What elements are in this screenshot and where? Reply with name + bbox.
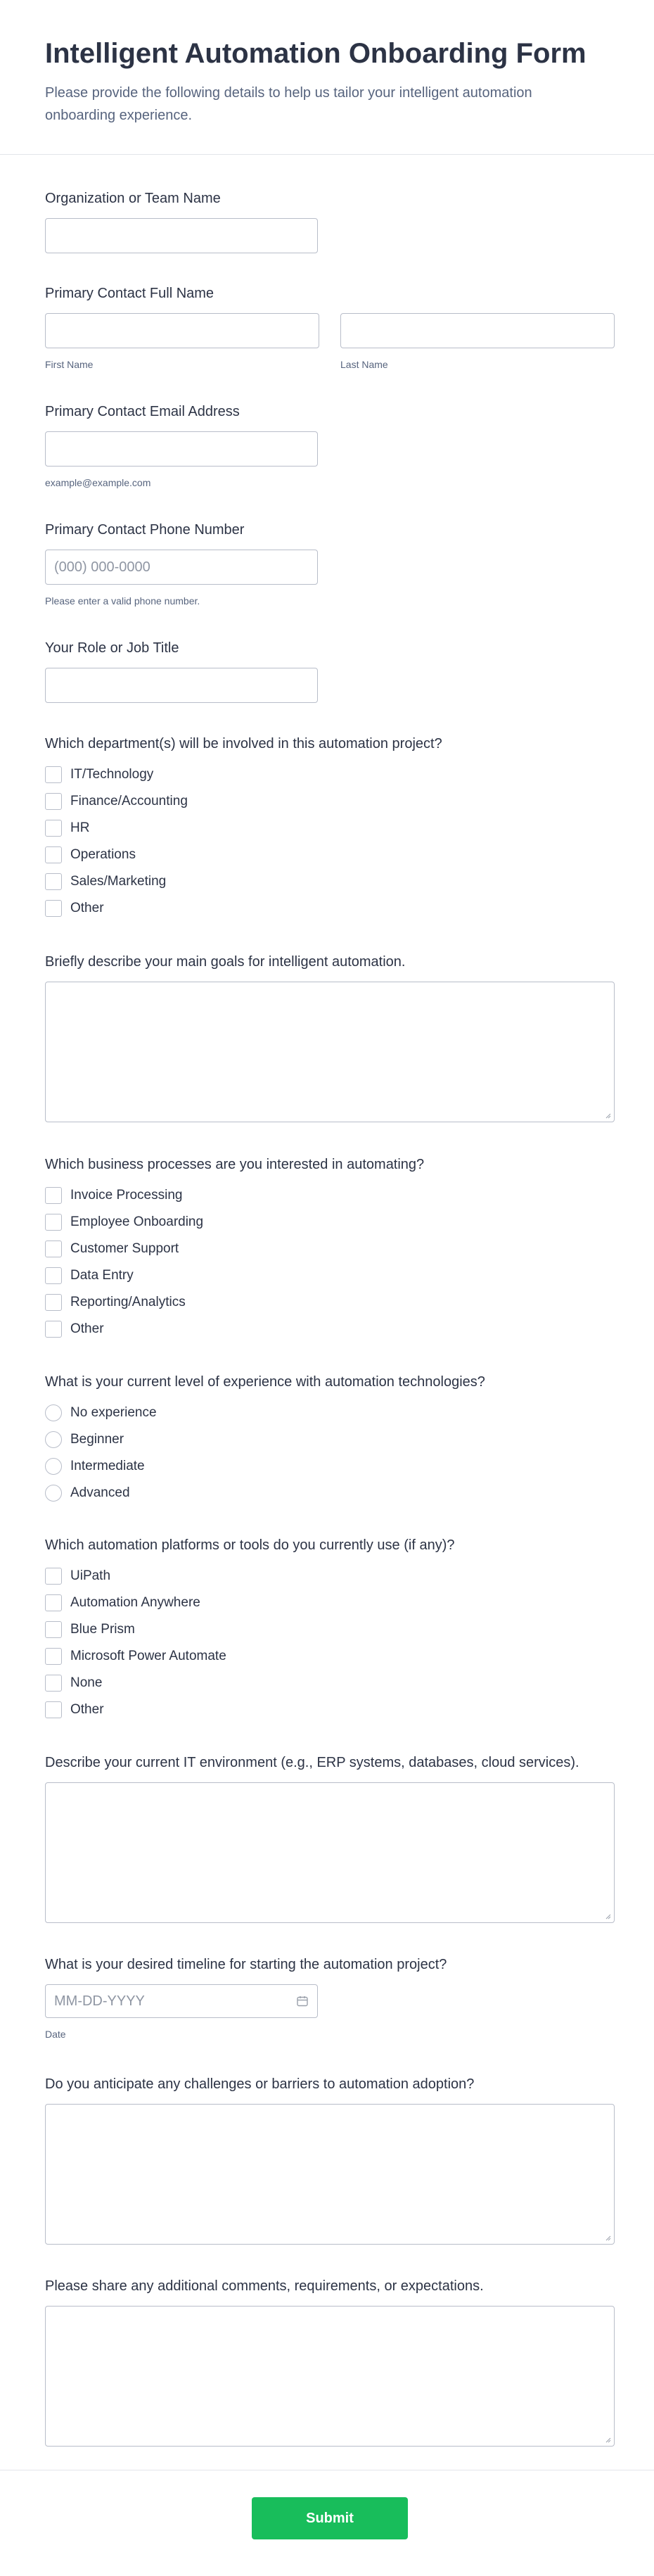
option-label: UiPath	[70, 1568, 111, 1583]
option-label: Microsoft Power Automate	[70, 1649, 226, 1663]
process-option[interactable]	[45, 1209, 615, 1236]
option-label: Other	[70, 1702, 104, 1717]
experience-option[interactable]	[45, 1453, 615, 1480]
option-label: Blue Prism	[70, 1622, 135, 1637]
form-footer	[0, 2470, 654, 2576]
platform-option[interactable]	[45, 1670, 615, 1696]
comments-field	[45, 2278, 615, 2447]
radio-button[interactable]	[45, 1404, 62, 1421]
departments-label: Which department(s) will be involved in this automation project?	[45, 736, 442, 751]
option-label: Invoice Processing	[70, 1188, 183, 1203]
resize-grip-icon[interactable]	[604, 1112, 611, 1119]
email-input[interactable]	[45, 431, 318, 467]
checkbox[interactable]	[45, 1621, 62, 1638]
experience-label: What is your current level of experience with automation technologies?	[45, 1374, 485, 1390]
goals-label: Briefly describe your main goals for intelligent automation.	[45, 954, 406, 970]
process-option[interactable]	[45, 1289, 615, 1316]
platform-option[interactable]	[45, 1563, 615, 1590]
resize-grip-icon[interactable]	[604, 2234, 611, 2241]
role-input[interactable]	[45, 668, 318, 703]
radio-button[interactable]	[45, 1431, 62, 1448]
checkbox[interactable]	[45, 1187, 62, 1204]
checkbox[interactable]	[45, 1648, 62, 1665]
experience-option[interactable]	[45, 1480, 615, 1506]
timeline-field	[45, 1956, 615, 2041]
checkbox[interactable]	[45, 1214, 62, 1231]
platforms-label: Which automation platforms or tools do you currently use (if any)?	[45, 1537, 455, 1553]
date-placeholder: MM-DD-YYYY	[54, 1993, 145, 2009]
form-header	[0, 0, 654, 155]
checkbox[interactable]	[45, 1594, 62, 1611]
checkbox[interactable]	[45, 793, 62, 810]
date-input[interactable]	[45, 1984, 318, 2018]
processes-field	[45, 1156, 615, 1343]
department-option[interactable]	[45, 868, 615, 895]
phone-field	[45, 521, 615, 607]
comments-textarea[interactable]	[45, 2306, 615, 2447]
challenges-field	[45, 2076, 615, 2245]
phone-label: Primary Contact Phone Number	[45, 522, 245, 538]
comments-label: Please share any additional comments, requirements, or expectations.	[45, 2278, 484, 2294]
experience-option[interactable]	[45, 1426, 615, 1453]
email-sublabel: example@example.com	[45, 477, 151, 488]
checkbox[interactable]	[45, 1321, 62, 1338]
platform-option[interactable]	[45, 1616, 615, 1643]
checkbox[interactable]	[45, 766, 62, 783]
platform-option[interactable]	[45, 1643, 615, 1670]
department-option[interactable]	[45, 815, 615, 842]
platforms-field	[45, 1537, 615, 1723]
checkbox[interactable]	[45, 1241, 62, 1257]
first-name-input[interactable]	[45, 313, 319, 348]
option-label: Reporting/Analytics	[70, 1295, 186, 1309]
option-label: Other	[70, 1321, 104, 1336]
contact-name-field	[45, 285, 615, 371]
timeline-label: What is your desired timeline for starting the automation project?	[45, 1957, 447, 1972]
calendar-icon[interactable]	[296, 1995, 309, 2007]
org-field	[45, 190, 615, 253]
option-label: Sales/Marketing	[70, 874, 167, 889]
department-option[interactable]	[45, 842, 615, 868]
last-name-sublabel: Last Name	[340, 359, 388, 370]
role-field	[45, 640, 615, 703]
platform-option[interactable]	[45, 1590, 615, 1616]
department-option[interactable]	[45, 895, 615, 922]
department-option[interactable]	[45, 788, 615, 815]
option-label: Other	[70, 901, 104, 915]
phone-placeholder: (000) 000-0000	[54, 559, 150, 575]
option-label: Employee Onboarding	[70, 1214, 204, 1229]
platform-option[interactable]	[45, 1696, 615, 1723]
email-field	[45, 403, 615, 489]
resize-grip-icon[interactable]	[604, 1912, 611, 1920]
checkbox[interactable]	[45, 1568, 62, 1585]
option-label: No experience	[70, 1405, 157, 1420]
it-env-field	[45, 1754, 615, 1923]
phone-input[interactable]	[45, 550, 318, 585]
checkbox[interactable]	[45, 1701, 62, 1718]
process-option[interactable]	[45, 1182, 615, 1209]
contact-name-label: Primary Contact Full Name	[45, 286, 214, 301]
org-label: Organization or Team Name	[45, 191, 221, 206]
checkbox[interactable]	[45, 1294, 62, 1311]
option-label: IT/Technology	[70, 767, 154, 782]
checkbox[interactable]	[45, 846, 62, 863]
it-env-textarea[interactable]	[45, 1782, 615, 1923]
option-label: Customer Support	[70, 1241, 179, 1256]
radio-button[interactable]	[45, 1485, 62, 1502]
checkbox[interactable]	[45, 1675, 62, 1692]
challenges-label: Do you anticipate any challenges or barriers to automation adoption?	[45, 2076, 475, 2092]
checkbox[interactable]	[45, 820, 62, 837]
phone-hint: Please enter a valid phone number.	[45, 595, 200, 607]
option-label: Beginner	[70, 1432, 124, 1447]
submit-button[interactable]: Submit	[252, 2497, 408, 2539]
departments-field	[45, 735, 615, 922]
process-option[interactable]	[45, 1316, 615, 1343]
option-label: HR	[70, 820, 90, 835]
date-sublabel: Date	[45, 2029, 66, 2040]
goals-textarea[interactable]	[45, 982, 615, 1122]
checkbox[interactable]	[45, 873, 62, 890]
option-label: Data Entry	[70, 1268, 134, 1283]
checkbox[interactable]	[45, 900, 62, 917]
process-option[interactable]	[45, 1262, 615, 1289]
form-title: Intelligent Automation Onboarding Form	[45, 38, 586, 69]
it-env-label: Describe your current IT environment (e.g., ERP systems, databases, cloud services).	[45, 1755, 579, 1770]
email-label: Primary Contact Email Address	[45, 404, 240, 419]
processes-label: Which business processes are you interested in automating?	[45, 1157, 425, 1172]
option-label: Advanced	[70, 1485, 130, 1500]
last-name-input[interactable]	[340, 313, 615, 348]
department-option[interactable]	[45, 761, 615, 788]
form-subtitle: Please provide the following details to help us tailor your intelligent automation onboarding experience.	[45, 85, 532, 123]
goals-field	[45, 953, 615, 1122]
checkbox[interactable]	[45, 1267, 62, 1284]
challenges-textarea[interactable]	[45, 2104, 615, 2245]
option-label: None	[70, 1675, 103, 1690]
experience-field	[45, 1373, 615, 1506]
resize-grip-icon[interactable]	[604, 2436, 611, 2443]
option-label: Intermediate	[70, 1459, 145, 1473]
option-label: Automation Anywhere	[70, 1595, 200, 1610]
org-input[interactable]	[45, 218, 318, 253]
process-option[interactable]	[45, 1236, 615, 1262]
role-label: Your Role or Job Title	[45, 640, 179, 656]
option-label: Operations	[70, 847, 136, 862]
radio-button[interactable]	[45, 1458, 62, 1475]
option-label: Finance/Accounting	[70, 794, 188, 808]
first-name-sublabel: First Name	[45, 359, 94, 370]
experience-option[interactable]	[45, 1400, 615, 1426]
